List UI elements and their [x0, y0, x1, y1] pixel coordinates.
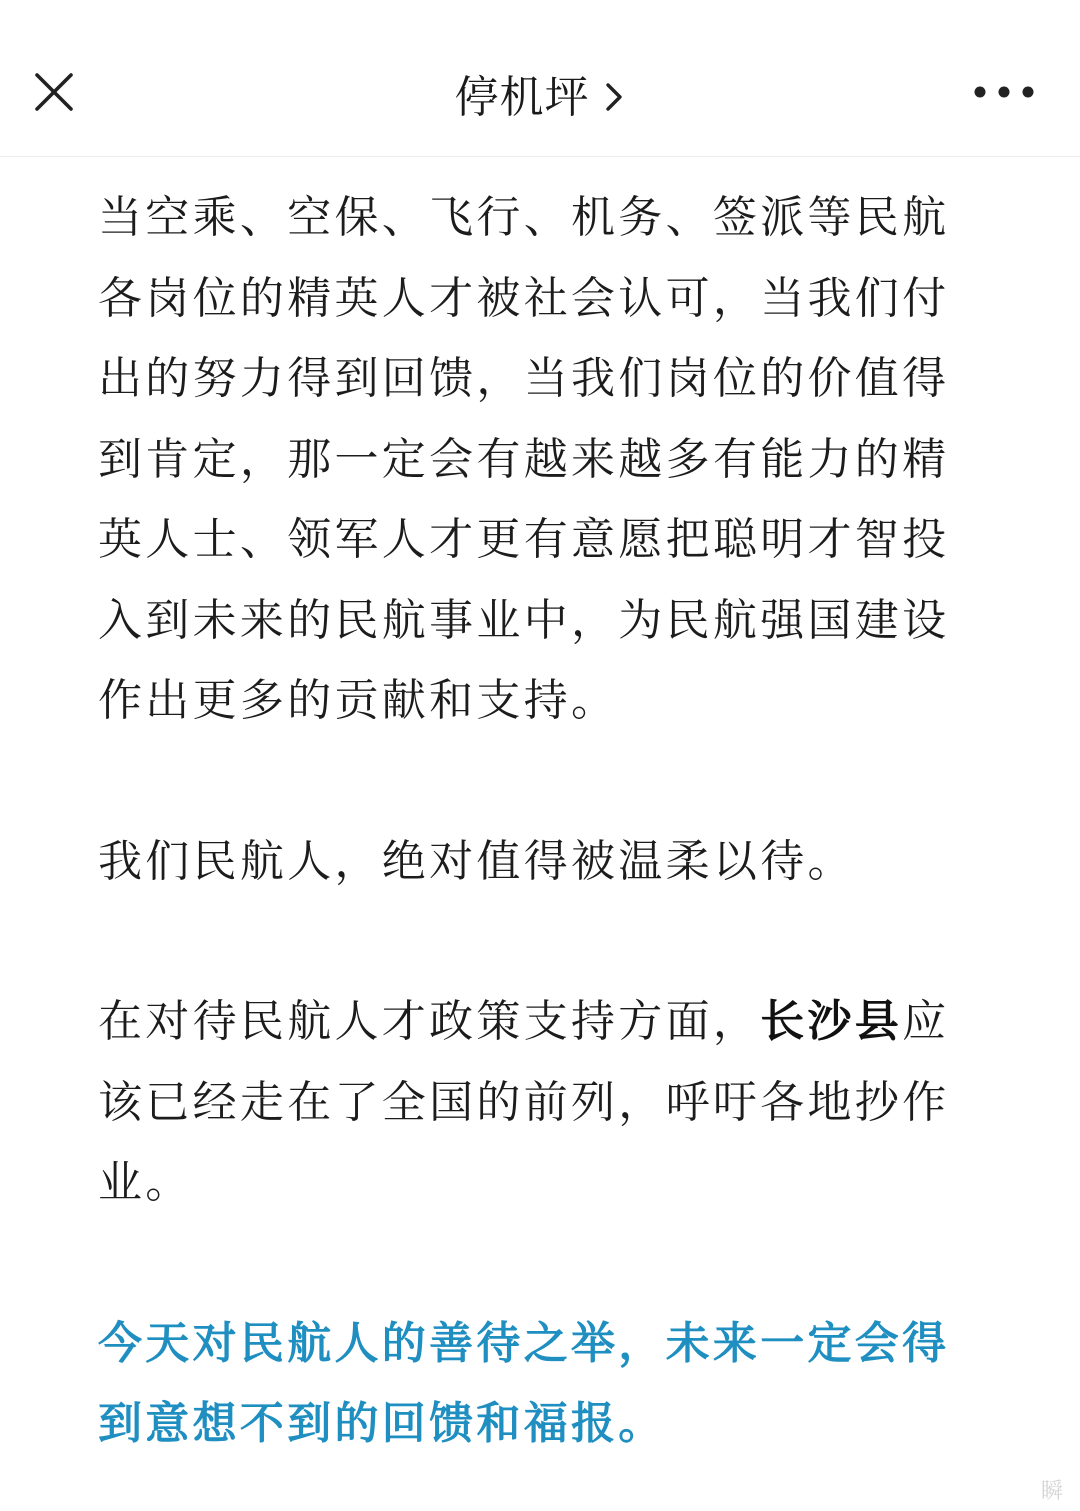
article-paragraph — [98, 982, 988, 1224]
bold-keyword: 长沙县 — [760, 996, 903, 1047]
article-paragraph: 我们民航人，绝对值得被温柔以待。 — [98, 835, 855, 887]
watermark-text: 瞬 — [1040, 1479, 1064, 1504]
paragraph-text: 在对待民航人才政策支持方面， — [98, 996, 761, 1047]
chevron-right-icon — [604, 75, 626, 111]
top-navigation-bar — [0, 0, 1080, 157]
article-body — [98, 178, 988, 1465]
more-horizontal-icon — [966, 72, 1042, 112]
more-options-button[interactable] — [966, 72, 1042, 112]
article-paragraph: 当空乘、空保、飞行、机务、签派等民航各岗位的精英人才被社会认可，当我们付出的努力得到回馈，当我们岗位的价值得到肯定，那一定会有越来越多有能力的精英人士、领军人才更有意愿把聪明才智投入到未来的民航事业中，为民航强国建设作出更多的贡献和支持。 — [98, 192, 950, 726]
close-icon — [34, 72, 74, 112]
close-button[interactable] — [22, 56, 86, 128]
highlighted-paragraph: 今天对民航人的善待之举，未来一定会得到意想不到的回馈和福报。 — [98, 1317, 950, 1449]
page-title: 停机坪 — [454, 72, 590, 123]
account-title-link[interactable] — [455, 61, 626, 125]
paragraph-text: 应该已经走在了全国的前列，呼吁各地抄作业。 — [98, 996, 950, 1208]
